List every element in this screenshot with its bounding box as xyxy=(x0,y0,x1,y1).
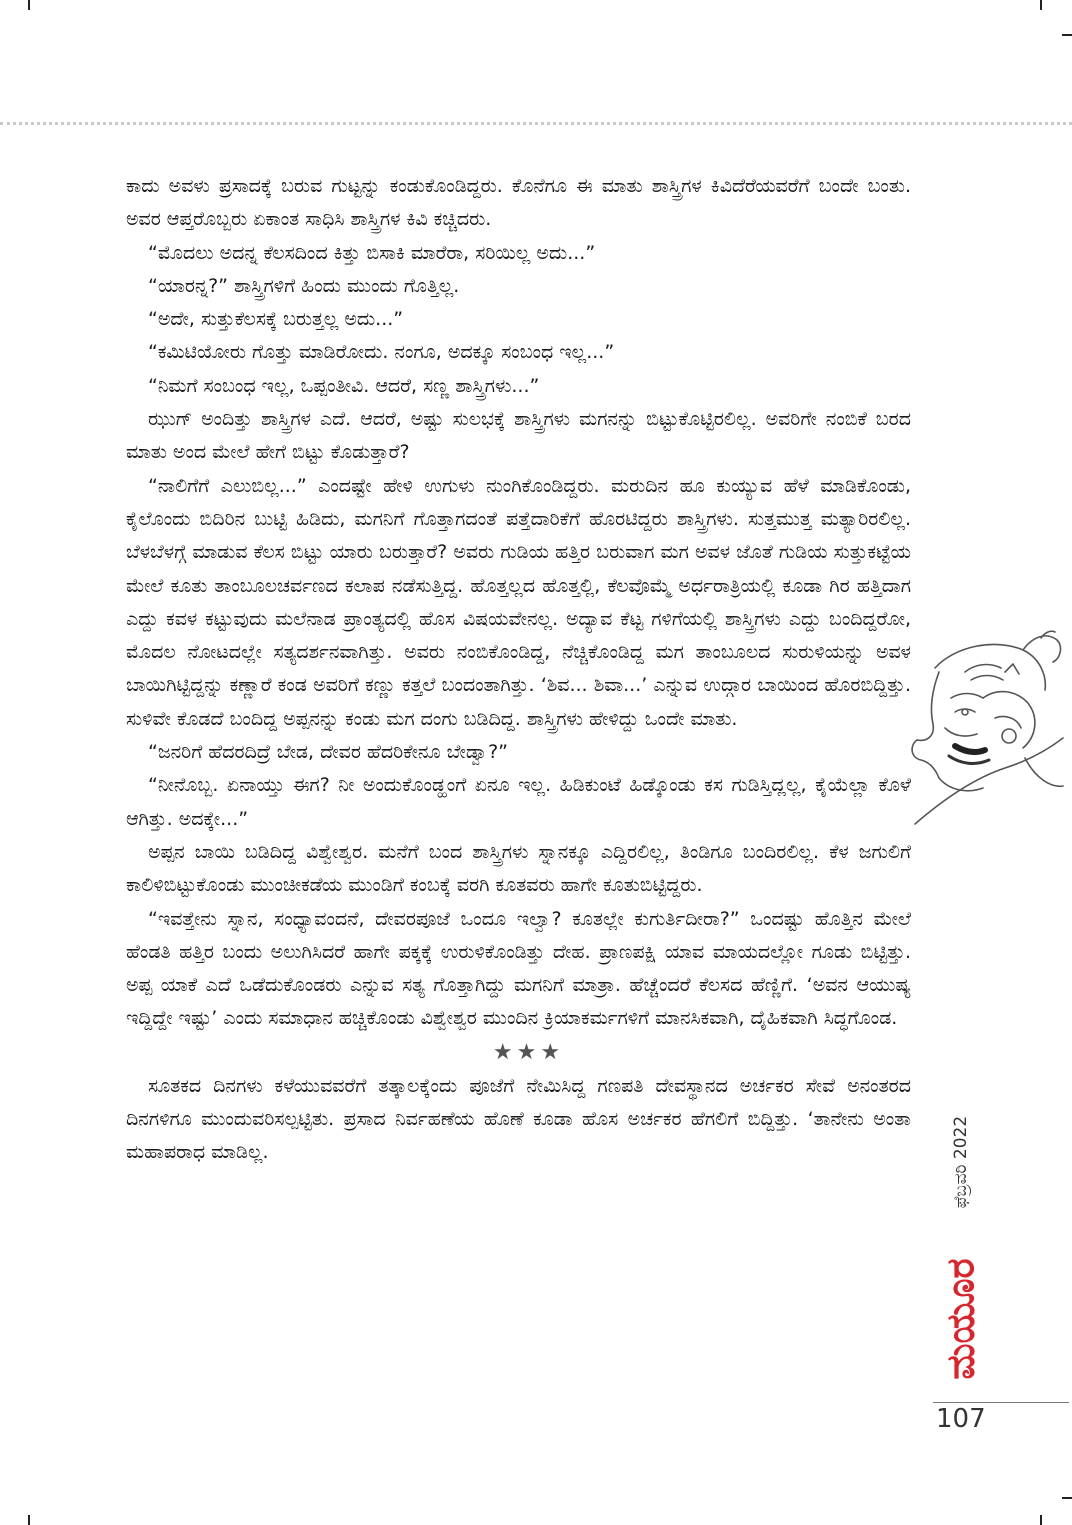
paragraph: “ಮೊದಲು ಅದನ್ನ ಕೆಲಸದಿಂದ ಕಿತ್ತು ಬಿಸಾಕಿ ಮಾರೆರಾ, ಸರಿಯಿಲ್ಲ ಅದು...” xyxy=(148,241,596,264)
hanuman-sketch-illustration xyxy=(905,628,1065,838)
issue-date xyxy=(946,1092,976,1232)
crop-mark-bottom-right xyxy=(1040,1515,1042,1525)
section-separator: ★★★ xyxy=(492,1039,565,1065)
magazine-logo-text: ಮಯೂರ xyxy=(938,1258,983,1380)
page-number: 107 xyxy=(936,1404,986,1434)
paragraph: “ಯಾರನ್ನ?” ಶಾಸ್ತ್ರಿಗಳಿಗೆ ಹಿಂದು ಮುಂದು ಗೊತ್ತಿಲ್ಲ. xyxy=(148,274,460,297)
paragraph: “ನಾಲಿಗೆಗೆ ಎಲುಬಿಲ್ಲ...” ಎಂದಷ್ಟೇ ಹೇಳಿ ಉಗುಳು ನುಂಗಿಕೊಂಡಿದ್ದರು. ಮರುದಿನ ಹೂ ಕುಯ್ಯುವ ಹೆಳೆ ಮಾಡಿಕೊಂಡು, ಕೈಲೊಂದು ಬಿದಿರಿನ ಬುಟ್ಟಿ ಹಿಡಿದು, ಮಗನಿಗೆ ಗೊತ್ತಾಗದಂತೆ ಪತ್ತೆದಾರಿಕೆಗೆ ಹೊರಟಿದ್ದರು ಶಾಸ್ತ್ರಿಗಳು. ಸುತ್ತಮುತ್ತ ಮತ್ಯಾರಿರಲಿಲ್ಲ. ಬೆಳಬೆಳಗ್ಗೆ ಮಾಡುವ ಕೆಲಸ ಬಿಟ್ಟು ಯಾರು ಬರುತ್ತಾರೆ? ಅವರು ಗುಡಿಯ ಹತ್ತಿರ ಬರುವಾಗ ಮಗ ಅವಳ ಜೊತೆ ಗುಡಿಯ ಸುತ್ತುಕಟ್ಟೆಯ ಮೇಲೆ ಕೂತು ತಾಂಬೂಲಚರ್ವಣದ ಕಲಾಪ ನಡೆಸುತ್ತಿದ್ದ. ಹೊತ್ತಲ್ಲದ ಹೊತ್ತಲ್ಲಿ, ಕೆಲವೊಮ್ಮೆ ಅರ್ಧರಾತ್ರಿಯಲ್ಲಿ ಕೂಡಾ ಗಿರ ಹತ್ತಿದಾಗ ಎದ್ದು ಕವಳ ಕಟ್ಟುವುದು ಮಲೆನಾಡ ಪ್ರಾಂತ್ಯದಲ್ಲಿ ಹೊಸ ವಿಷಯವೇನಲ್ಲ. ಅದ್ಯಾವ ಕೆಟ್ಟ ಗಳಿಗೆಯಲ್ಲಿ ಶಾಸ್ತ್ರಿಗಳು ಎದ್ದು ಬಂದಿದ್ದರೋ, ಮೊದಲ ನೋಟದಲ್ಲೇ ಸತ್ಯದರ್ಶನವಾಗಿತ್ತು. ಅವರು ನಂಬಿಕೊಂಡಿದ್ದ, ನೆಚ್ಚಿಕೊಂಡಿದ್ದ ಮಗ ತಾಂಬೂಲದ ಸುರುಳಿಯನ್ನು ಅವಳ ಬಾಯಿಗಿಟ್ಟಿದ್ದನ್ನು ಕಣ್ಣಾರೆ ಕಂಡ ಅವರಿಗೆ ಕಣ್ಣು ಕತ್ತಲೆ ಬಂದಂತಾಗಿತ್ತು. ‘ಶಿವ... ಶಿವಾ...’ ಎನ್ನುವ ಉದ್ಗಾರ ಬಾಯಿಂದ ಹೊರಬಿದ್ದಿತ್ತು. ಸುಳಿವೇ ಕೊಡದೆ ಬಂದಿದ್ದ ಅಪ್ಪನನ್ನು ಕಂಡು ಮಗ ದಂಗು ಬಡಿದಿದ್ದ. ಶಾಸ್ತ್ರಿಗಳು ಹೇಳಿದ್ದು ಒಂದೇ ಮಾತು. xyxy=(126,474,911,730)
paragraph: ಝುಗ್ ಅಂದಿತ್ತು ಶಾಸ್ತ್ರಿಗಳ ಎದೆ. ಆದರೆ, ಅಷ್ಟು ಸುಲಭಕ್ಕೆ ಶಾಸ್ತ್ರಿಗಳು ಮಗನನ್ನು ಬಿಟ್ಟುಕೊಟ್ಟಿರಲಿಲ್ಲ. ಅವರಿಗೇ ನಂಬಿಕೆ ಬರದ ಮಾತು ಅಂದ ಮೇಲೆ ಹೇಗೆ ಬಿಟ್ಟು ಕೊಡುತ್ತಾರೆ? xyxy=(126,408,911,464)
magazine-logo xyxy=(935,1244,987,1394)
crop-mark-top-left xyxy=(28,0,30,10)
issue-date-text: ಫೆಬ್ರವರಿ 2022 xyxy=(951,1115,971,1209)
paragraph: ಸೂತಕದ ದಿನಗಳು ಕಳೆಯುವವರೆಗೆ ತತ್ಕಾಲಕ್ಕೆಂದು ಪೂಜೆಗೆ ನೇಮಿಸಿದ್ದ ಗಣಪತಿ ದೇವಸ್ಥಾನದ ಅರ್ಚಕರ ಸೇವೆ ಅನಂತರದ ದಿನಗಳಿಗೂ ಮುಂದುವರಿಸಲ್ಪಟ್ಟಿತು. ಪ್ರಸಾದ ನಿರ್ವಹಣೆಯ ಹೊಣೆ ಕೂಡಾ ಹೊಸ ಅರ್ಚಕರ ಹೆಗಲಿಗೆ ಬಿದ್ದಿತ್ತು. ‘ತಾನೇನು ಅಂತಾ ಮಹಾಪರಾಧ ಮಾಡಿಲ್ಲ. xyxy=(126,1074,911,1164)
paragraph: “ಕಮಿಟಿಯೋರು ಗೊತ್ತು ಮಾಡಿರೋದು. ನಂಗೂ, ಅದಕ್ಕೂ ಸಂಬಂಧ ಇಲ್ಲ...” xyxy=(148,341,615,364)
paragraph: “ಅದೇ, ಸುತ್ತುಕೆಲಸಕ್ಕೆ ಬರುತ್ತಲ್ಲ ಅದು...” xyxy=(148,308,404,331)
paragraph: ಕಾದು ಅವಳು ಪ್ರಸಾದಕ್ಕೆ ಬರುವ ಗುಟ್ಟನ್ನು ಕಂಡುಕೊಂಡಿದ್ದರು. ಕೊನೆಗೂ ಈ ಮಾತು ಶಾಸ್ತ್ರಿಗಳ ಕಿವಿದೆರೆಯವರೆಗೆ ಬಂದೇ ಬಂತು. ಅವರ ಆಪ್ತರೊಬ್ಬರು ಏಕಾಂತ ಸಾಧಿಸಿ ಶಾಸ್ತ್ರಿಗಳ ಕಿವಿ ಕಚ್ಚಿದರು. xyxy=(126,175,911,231)
crop-mark-right-bottom xyxy=(1062,1497,1072,1499)
paragraph: “ಇವತ್ತೇನು ಸ್ನಾನ, ಸಂಧ್ಯಾವಂದನೆ, ದೇವರಪೂಜೆ ಒಂದೂ ಇಲ್ವಾ? ಕೂತಲ್ಲೇ ಕುಗುರ್ತಿದೀರಾ?” ಒಂದಷ್ಟು ಹೊತ್ತಿನ ಮೇಲೆ ಹೆಂಡತಿ ಹತ್ತಿರ ಬಂದು ಅಲುಗಿಸಿದರೆ ಹಾಗೇ ಪಕ್ಕಕ್ಕೆ ಉರುಳಿಕೊಂಡಿತ್ತು ದೇಹ. ಪ್ರಾಣಪಕ್ಷಿ ಯಾವ ಮಾಯದಲ್ಲೋ ಗೂಡು ಬಿಟ್ಟಿತ್ತು. ಅಪ್ಪ ಯಾಕೆ ಎದೆ ಒಡೆದುಕೊಂಡರು ಎನ್ನುವ ಸತ್ಯ ಗೊತ್ತಾಗಿದ್ದು ಮಗನಿಗೆ ಮಾತ್ರಾ. ಹೆಚ್ಚೆಂದರೆ ಕೆಲಸದ ಹೆಣ್ಣಿಗೆ. ‘ಅವನ ಆಯುಷ್ಯ ಇದ್ದಿದ್ದೇ ಇಷ್ಟು’ ಎಂದು ಸಮಾಧಾನ ಹಚ್ಚಿಕೊಂಡು ವಿಶ್ವೇಶ್ವರ ಮುಂದಿನ ಕ್ರಿಯಾಕರ್ಮಗಳಿಗೆ ಮಾನಸಿಕವಾಗಿ, ದೈಹಿಕವಾಗಿ ಸಿದ್ಧಗೊಂಡ. xyxy=(126,907,911,1030)
article-body xyxy=(126,170,911,1170)
paragraph: “ನೀನೊಬ್ಬ. ಏನಾಯ್ತು ಈಗ? ನೀ ಅಂದುಕೊಂಡ್ಹಂಗೆ ಏನೂ ಇಲ್ಲ. ಹಿಡಿಕುಂಟೆ ಹಿಡ್ಕೊಂಡು ಕಸ ಗುಡಿಸ್ತಿದ್ಲಲ್ಲ, ಕೈಯೆಲ್ಲಾ ಕೊಳೆ ಆಗಿತ್ತು. ಅದಕ್ಕೇ...” xyxy=(126,774,911,830)
dotted-header-rule xyxy=(0,122,1072,125)
crop-mark-bottom-left xyxy=(28,1515,30,1525)
paragraph: ಅಪ್ಪನ ಬಾಯಿ ಬಡಿದಿದ್ದ ವಿಶ್ವೇಶ್ವರ. ಮನೆಗೆ ಬಂದ ಶಾಸ್ತ್ರಿಗಳು ಸ್ನಾನಕ್ಕೂ ಎದ್ದಿರಲಿಲ್ಲ, ತಿಂಡಿಗೂ ಬಂದಿರಲಿಲ್ಲ. ಕೆಳ ಜಗುಲಿಗೆ ಕಾಲಿಳಿಬಿಟ್ಟುಕೊಂಡು ಮುಂಚೀಕಡೆಯ ಮುಂಡಿಗೆ ಕಂಬಕ್ಕೆ ವರಗಿ ಕೂತವರು ಹಾಗೇ ಕೂತುಬಿಟ್ಟಿದ್ದರು. xyxy=(126,840,911,897)
paragraph: “ಜನರಿಗೆ ಹೆದರದಿದ್ರೆ ಬೇಡ, ದೇವರ ಹೆದರಿಕೇನೂ ಬೇಡ್ವಾ?” xyxy=(148,741,508,764)
paragraph: “ನಿಮಗೆ ಸಂಬಂಧ ಇಲ್ಲ, ಒಪ್ಪಂತೀವಿ. ಆದರೆ, ಸಣ್ಣ ಶಾಸ್ತ್ರಿಗಳು...” xyxy=(148,374,540,397)
crop-mark-top-right xyxy=(1040,0,1042,10)
crop-mark-right-top xyxy=(1062,34,1072,36)
